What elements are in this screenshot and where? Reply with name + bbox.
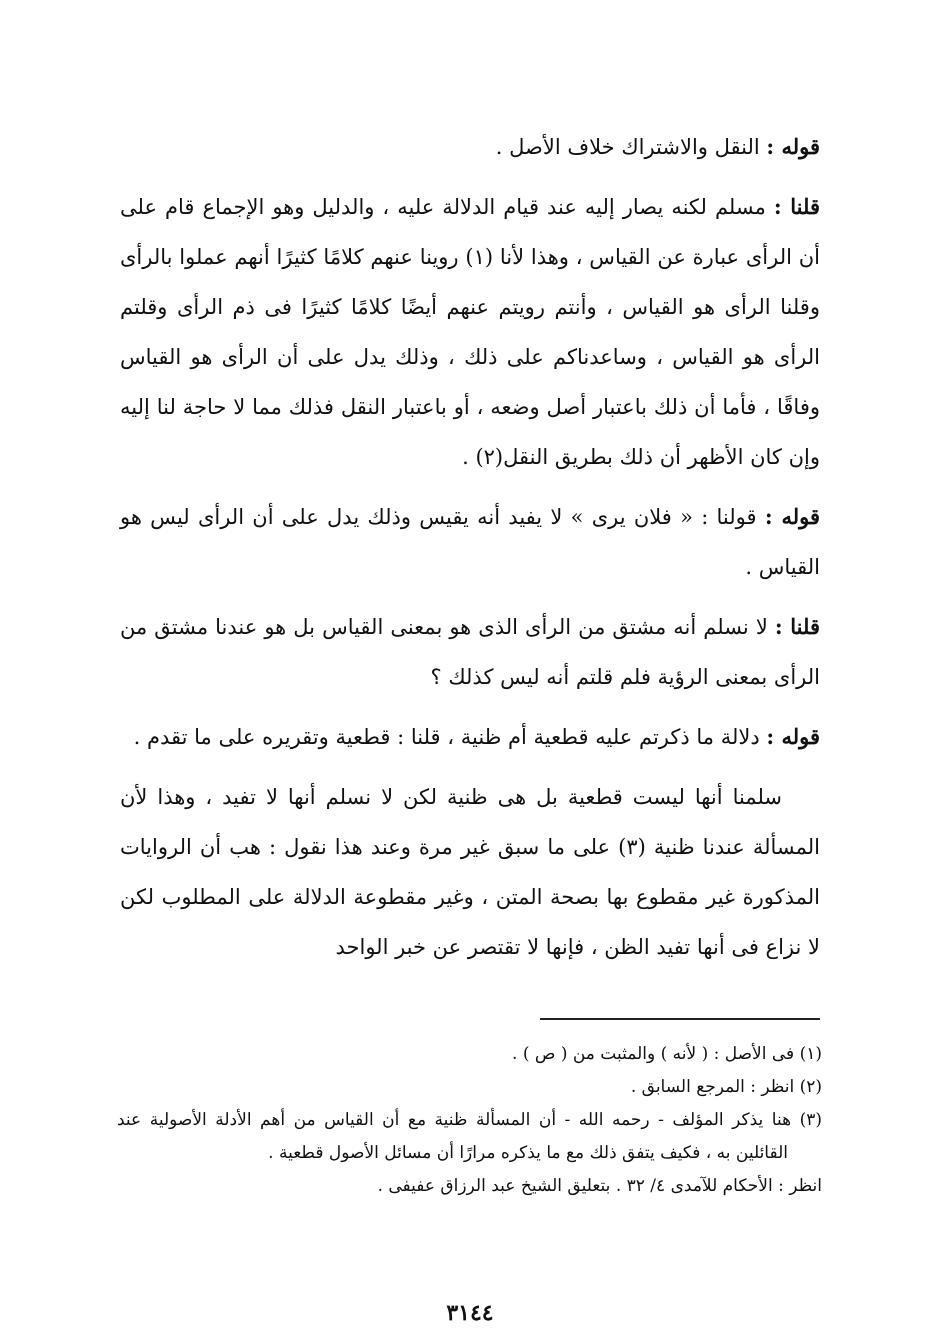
footnote-divider bbox=[540, 1018, 820, 1020]
paragraph-text: دلالة ما ذكرتم عليه قطعية أم ظنية ، قلنا : قطعية وتقريره على ما تقدم . bbox=[133, 725, 767, 749]
paragraph-1 bbox=[120, 122, 820, 172]
paragraph-lead: قوله : bbox=[766, 724, 820, 749]
paragraph-4 bbox=[120, 602, 820, 702]
paragraph-text: قولنا : « فلان يرى » لا يفيد أنه يقيس وذلك يدل على أن الرأى ليس هو القياس . bbox=[120, 505, 820, 579]
paragraph-text: النقل والاشتراك خلاف الأصل . bbox=[495, 135, 767, 159]
paragraph-lead: قلنا : bbox=[774, 614, 820, 639]
paragraph-2 bbox=[120, 182, 820, 482]
paragraph-lead: قوله : bbox=[766, 134, 820, 159]
page-number: ٣١٤٤ bbox=[446, 1300, 494, 1326]
paragraph-lead: قوله : bbox=[764, 504, 821, 529]
footnote-3: (٣) هنا يذكر المؤلف - رحمه الله - أن المسألة ظنية مع أن القياس من أهم الأدلة الأصولية عند القائلين به ، فكيف يتفق ذلك مع ما يذكره مرارًا أن مسائل الأصول قطعية . bbox=[117, 1110, 822, 1163]
footnote-1: (١) فى الأصل : ( لأنه ) والمثبت من ( ص ) . bbox=[512, 1044, 822, 1064]
footnote-3-reference: انظر : الأحكام للآمدى ٤/ ٣٢ . بتعليق الشيخ عبد الرزاق عفيفى . bbox=[377, 1176, 822, 1196]
footnote-2: (٢) انظر : المرجع السابق . bbox=[630, 1077, 822, 1097]
paragraph-text: سلمنا أنها ليست قطعية بل هى ظنية لكن لا نسلم أنها لا تفيد ، وهذا لأن المسألة عندنا ظنية (٣) على ما سبق غير مرة وعند هذا نقول : هب أن الروايات المذكورة غير مقطوع بها بصحة المتن ، وغير مقطوعة الدلالة على المطلوب لكن لا نزاع فى أنها تفيد الظن ، فإنها لا تقتصر عن خبر الواحد bbox=[120, 785, 820, 959]
paragraph-lead: قلنا : bbox=[773, 194, 820, 219]
paragraph-text: لا نسلم أنه مشتق من الرأى الذى هو بمعنى القياس بل هو عندنا مشتق من الرأى بمعنى الرؤية فلم قلتم أنه ليس كذلك ؟ bbox=[120, 615, 820, 689]
paragraph-6 bbox=[120, 772, 820, 972]
paragraph-text: مسلم لكنه يصار إليه عند قيام الدلالة عليه ، والدليل وهو الإجماع قام على أن الرأى عبارة عن القياس ، وهذا لأنا (١) روينا عنهم كلامًا كثيرًا أنهم عملوا بالرأى وقلنا الرأى هو القياس ، وأنتم رويتم عنهم أيضًا كلامًا كثيرًا فى ذم الرأى وقلتم الرأى هو القياس ، وساعدناكم على ذلك ، وذلك يدل على أن الرأى هو القياس وفاقًا ، فأما أن ذلك باعتبار أصل وضعه ، أو باعتبار النقل فذلك مما لا حاجة لنا إليه وإن كان الأظهر أن ذلك بطريق النقل(٢) . bbox=[120, 195, 820, 469]
main-text bbox=[120, 122, 820, 982]
paragraph-5 bbox=[120, 712, 820, 762]
footnotes bbox=[117, 1038, 822, 1203]
paragraph-3 bbox=[120, 492, 820, 592]
